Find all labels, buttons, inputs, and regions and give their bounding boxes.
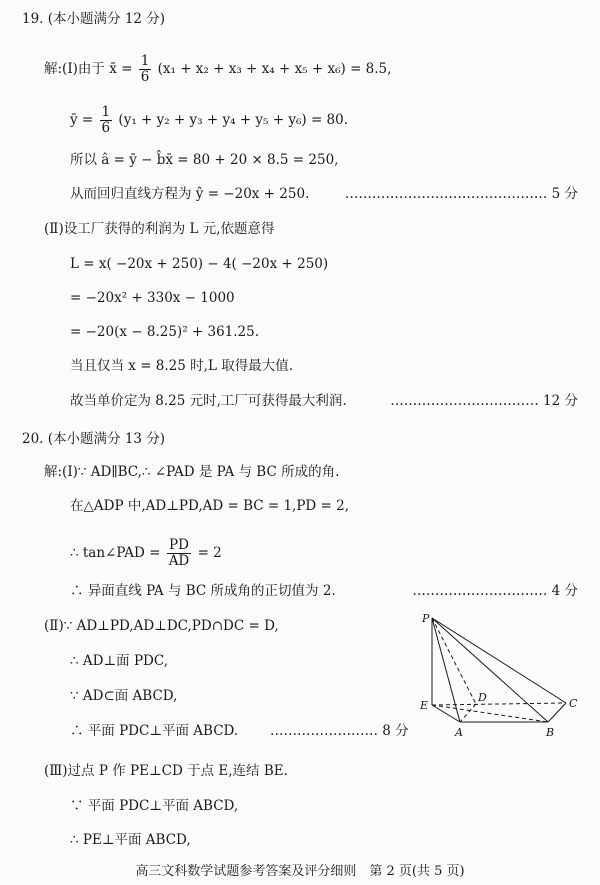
q19-profit-expand: = −20x² + 330x − 1000 <box>70 290 235 306</box>
q19-max-condition: 当且仅当 x = 8.25 时,L 取得最大值. <box>70 358 293 374</box>
q19-l2-post: (y₁ + y₂ + y₃ + y₄ + y₅ + y₆) = 80. <box>118 112 349 128</box>
q20-part3-line3: ∴ PE⊥平面 ABCD, <box>70 832 191 848</box>
q19-part2-intro: (Ⅱ)设工厂获得的利润为 L 元,依题意得 <box>44 221 275 237</box>
edge-eb-hidden <box>432 705 548 722</box>
q19-l1-pre: 解:(Ⅰ)由于 x̄ = <box>44 61 133 77</box>
q20-part1-line1: 解:(Ⅰ)∵ AD∥BC,∴ ∠PAD 是 PA 与 BC 所成的角. <box>44 464 340 480</box>
q20-part1-result: ∴ 异面直线 PA 与 BC 所成角的正切值为 2. <box>70 583 336 599</box>
fraction-one-sixth <box>139 54 152 85</box>
q19-l1-post: (x₁ + x₂ + x₃ + x₄ + x₅ + x₆) = 8.5, <box>157 61 392 77</box>
q19-points-12: …………………………… 12 分 <box>390 393 578 409</box>
q19-line-mean-x <box>44 54 391 85</box>
fraction-numerator: 1 <box>101 104 111 120</box>
page-footer: 高三文科数学试题参考答案及评分细则 第 2 页(共 5 页) <box>135 864 465 879</box>
q20-part3-line2: ∵ 平面 PDC⊥平面 ABCD, <box>70 798 239 814</box>
q19-line-intercept: 所以 â = ȳ − b̂x̄ = 80 + 20 × 8.5 = 250, <box>70 152 339 168</box>
q20-part1-line2: 在△ADP 中,AD⊥PD,AD = BC = 1,PD = 2, <box>70 498 350 514</box>
q19-profit-vertex: = −20(x − 8.25)² + 361.25. <box>70 324 260 340</box>
q20-part2-line1: (Ⅱ)∵ AD⊥PD,AD⊥DC,PD∩DC = D, <box>44 618 279 634</box>
fraction-denominator: 6 <box>140 69 150 85</box>
vertex-label-p: P <box>422 612 430 625</box>
edge-pc <box>432 618 566 703</box>
q20-tan-line <box>70 538 222 569</box>
q20-part2-line4: ∴ 平面 PDC⊥平面 ABCD. <box>70 723 239 739</box>
q20-points-8: …………………… 8 分 <box>270 723 409 739</box>
q20-tan-post: = 2 <box>197 545 222 561</box>
q19-conclusion: 故当单价定为 8.25 元时,工厂可获得最大利润. <box>70 393 347 409</box>
fraction-one-sixth <box>100 105 113 136</box>
q20-part3-line1: (Ⅲ)过点 P 作 PE⊥CD 于点 E,连结 BE. <box>44 763 288 779</box>
vertex-label-b: B <box>546 726 555 739</box>
q20-tan-pre: ∴ tan∠PAD = <box>70 545 161 561</box>
edge-ec-hidden <box>432 703 566 705</box>
vertex-label-d: D <box>478 691 487 704</box>
fraction-numerator: 1 <box>140 53 150 69</box>
edge-pb <box>432 618 548 722</box>
q19-line-mean-y <box>70 105 348 136</box>
vertex-label-c: C <box>569 697 578 710</box>
q19-l2-pre: ȳ = <box>70 112 94 128</box>
vertex-label-e: E <box>420 699 429 712</box>
fraction-pd-ad <box>167 538 192 569</box>
edge-da-hidden <box>460 704 476 722</box>
fraction-denominator: 6 <box>101 120 111 136</box>
q20-header: 20. (本小题满分 13 分) <box>22 431 166 447</box>
vertex-label-a: A <box>455 726 463 739</box>
q19-profit-eq: L = x( −20x + 250) − 4( −20x + 250) <box>70 256 329 272</box>
q20-part2-line2: ∴ AD⊥面 PDC, <box>70 653 168 669</box>
q20-points-4: ………………………… 4 分 <box>412 583 578 599</box>
q19-line-regression: 从而回归直线方程为 ŷ = −20x + 250. <box>70 186 310 202</box>
q19-points-5: ……………………………………… 5 分 <box>344 186 578 202</box>
q19-header: 19. (本小题满分 12 分) <box>22 11 166 27</box>
fraction-numerator: PD <box>167 538 192 554</box>
q20-part2-line3: ∵ AD⊂面 ABCD, <box>70 688 178 704</box>
pyramid-figure <box>418 612 584 744</box>
edge-bc <box>548 703 566 722</box>
fraction-denominator: AD <box>168 553 190 569</box>
edge-pd-hidden <box>432 618 476 704</box>
